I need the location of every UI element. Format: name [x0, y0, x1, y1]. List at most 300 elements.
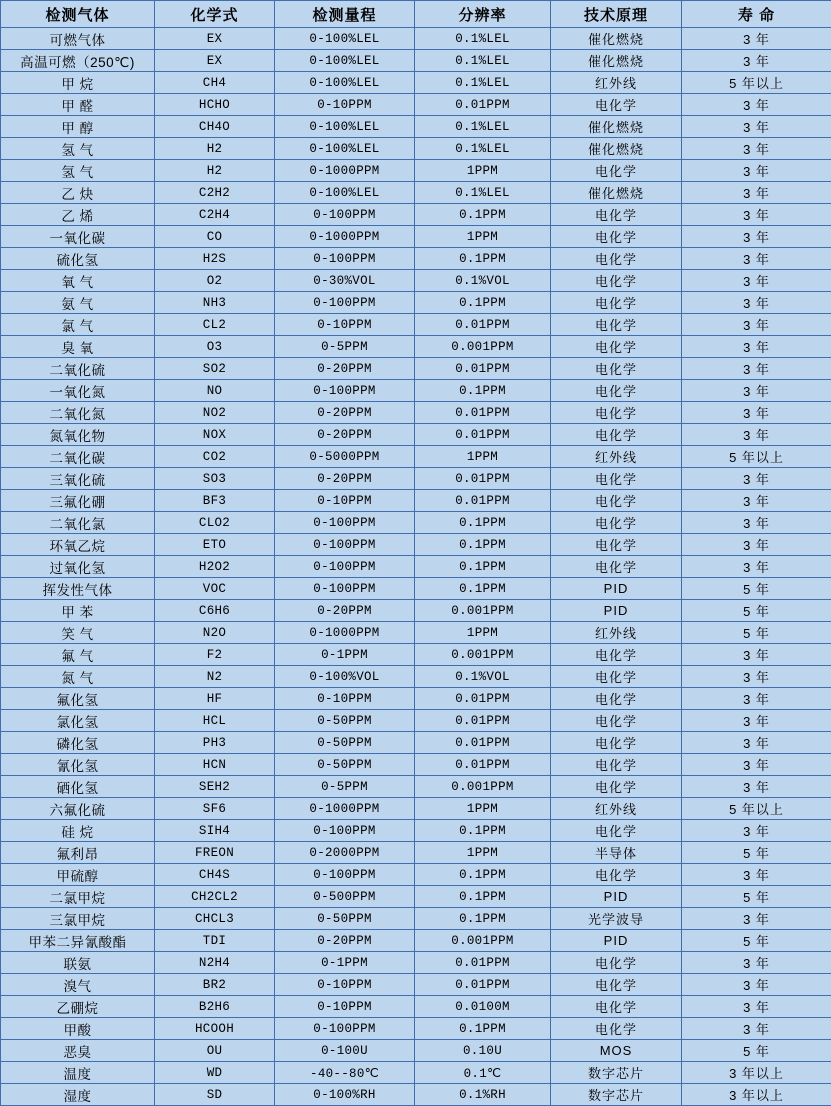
cell-principle: 电化学 [551, 974, 682, 996]
cell-resolution: 0.1%VOL [415, 270, 551, 292]
cell-formula: WD [155, 1062, 275, 1084]
cell-gas: 硒化氢 [1, 776, 155, 798]
cell-formula: VOC [155, 578, 275, 600]
table-row [1, 402, 831, 424]
table-row [1, 424, 831, 446]
cell-principle: 红外线 [551, 622, 682, 644]
cell-gas: 甲苯二异氰酸酯 [1, 930, 155, 952]
cell-formula: F2 [155, 644, 275, 666]
cell-formula: SD [155, 1084, 275, 1106]
cell-resolution: 0.1PPM [415, 204, 551, 226]
cell-lifetime: 3 年 [682, 666, 831, 688]
cell-range: 0-100%RH [275, 1084, 415, 1106]
cell-lifetime: 3 年 [682, 644, 831, 666]
table-row [1, 1084, 831, 1106]
cell-principle: 电化学 [551, 226, 682, 248]
cell-range: 0-100PPM [275, 534, 415, 556]
cell-formula: CH4S [155, 864, 275, 886]
cell-resolution: 0.01PPM [415, 94, 551, 116]
cell-range: 0-5000PPM [275, 446, 415, 468]
cell-lifetime: 3 年 [682, 204, 831, 226]
cell-gas: 氯 气 [1, 314, 155, 336]
cell-formula: C2H4 [155, 204, 275, 226]
cell-principle: 催化燃烧 [551, 116, 682, 138]
cell-resolution: 0.1PPM [415, 292, 551, 314]
cell-formula: PH3 [155, 732, 275, 754]
cell-resolution: 0.1PPM [415, 820, 551, 842]
cell-range: 0-10PPM [275, 996, 415, 1018]
table-row [1, 1062, 831, 1084]
cell-gas: 氰化氢 [1, 754, 155, 776]
cell-formula: N2H4 [155, 952, 275, 974]
cell-lifetime: 3 年 [682, 512, 831, 534]
cell-principle: 电化学 [551, 666, 682, 688]
table-row [1, 556, 831, 578]
cell-principle: 红外线 [551, 446, 682, 468]
table-row [1, 864, 831, 886]
cell-formula: B2H6 [155, 996, 275, 1018]
table-row [1, 930, 831, 952]
cell-range: 0-1PPM [275, 952, 415, 974]
table-row [1, 336, 831, 358]
cell-principle: PID [551, 600, 682, 622]
cell-lifetime: 3 年 [682, 688, 831, 710]
cell-range: 0-100PPM [275, 820, 415, 842]
cell-range: 0-100PPM [275, 864, 415, 886]
cell-formula: TDI [155, 930, 275, 952]
cell-formula: BR2 [155, 974, 275, 996]
cell-lifetime: 3 年 [682, 556, 831, 578]
cell-resolution: 0.01PPM [415, 424, 551, 446]
cell-formula: OU [155, 1040, 275, 1062]
cell-principle: 电化学 [551, 534, 682, 556]
cell-resolution: 1PPM [415, 226, 551, 248]
cell-range: 0-100PPM [275, 380, 415, 402]
cell-principle: PID [551, 578, 682, 600]
cell-lifetime: 3 年 [682, 116, 831, 138]
column-header-lifetime: 寿 命 [682, 1, 831, 28]
cell-formula: EX [155, 28, 275, 50]
cell-lifetime: 3 年 [682, 820, 831, 842]
cell-resolution: 0.10U [415, 1040, 551, 1062]
cell-range: 0-30%VOL [275, 270, 415, 292]
table-row [1, 754, 831, 776]
column-header-range: 检测量程 [275, 1, 415, 28]
cell-range: 0-100PPM [275, 292, 415, 314]
cell-gas: 甲 醛 [1, 94, 155, 116]
cell-range: 0-20PPM [275, 930, 415, 952]
table-header-row [1, 1, 831, 28]
cell-range: 0-100%LEL [275, 182, 415, 204]
cell-principle: 电化学 [551, 292, 682, 314]
cell-range: 0-20PPM [275, 402, 415, 424]
cell-resolution: 0.01PPM [415, 688, 551, 710]
cell-range: 0-20PPM [275, 468, 415, 490]
cell-formula: NO2 [155, 402, 275, 424]
cell-gas: 恶臭 [1, 1040, 155, 1062]
cell-range: 0-5PPM [275, 336, 415, 358]
cell-formula: SO3 [155, 468, 275, 490]
cell-gas: 氨 气 [1, 292, 155, 314]
cell-gas: 环氧乙烷 [1, 534, 155, 556]
table-row [1, 138, 831, 160]
cell-gas: 温度 [1, 1062, 155, 1084]
column-header-principle: 技术原理 [551, 1, 682, 28]
cell-formula: N2O [155, 622, 275, 644]
cell-lifetime: 3 年 [682, 952, 831, 974]
cell-resolution: 0.01PPM [415, 732, 551, 754]
cell-lifetime: 3 年 [682, 732, 831, 754]
table-row [1, 160, 831, 182]
cell-resolution: 0.1%LEL [415, 182, 551, 204]
cell-resolution: 0.1PPM [415, 908, 551, 930]
cell-principle: 电化学 [551, 1018, 682, 1040]
cell-resolution: 0.01PPM [415, 490, 551, 512]
cell-principle: 电化学 [551, 732, 682, 754]
cell-lifetime: 3 年 [682, 974, 831, 996]
cell-resolution: 0.1℃ [415, 1062, 551, 1084]
table-row [1, 446, 831, 468]
cell-gas: 氮 气 [1, 666, 155, 688]
cell-principle: 电化学 [551, 820, 682, 842]
table-row [1, 1018, 831, 1040]
cell-gas: 溴气 [1, 974, 155, 996]
cell-resolution: 0.001PPM [415, 336, 551, 358]
cell-principle: 电化学 [551, 952, 682, 974]
cell-resolution: 1PPM [415, 446, 551, 468]
table-row [1, 688, 831, 710]
cell-lifetime: 3 年 [682, 160, 831, 182]
cell-resolution: 1PPM [415, 622, 551, 644]
cell-resolution: 0.1%LEL [415, 72, 551, 94]
cell-range: 0-1000PPM [275, 622, 415, 644]
cell-resolution: 0.001PPM [415, 644, 551, 666]
cell-resolution: 0.01PPM [415, 402, 551, 424]
cell-lifetime: 3 年 [682, 490, 831, 512]
table-row [1, 952, 831, 974]
table-row [1, 28, 831, 50]
cell-lifetime: 3 年 [682, 270, 831, 292]
cell-lifetime: 3 年 [682, 94, 831, 116]
cell-range: 0-50PPM [275, 732, 415, 754]
cell-range: 0-1000PPM [275, 226, 415, 248]
cell-principle: 催化燃烧 [551, 182, 682, 204]
cell-principle: 电化学 [551, 424, 682, 446]
cell-principle: 光学波导 [551, 908, 682, 930]
table-row [1, 732, 831, 754]
cell-gas: 乙 炔 [1, 182, 155, 204]
cell-formula: H2 [155, 138, 275, 160]
cell-range: 0-5PPM [275, 776, 415, 798]
cell-principle: 电化学 [551, 644, 682, 666]
cell-gas: 氧 气 [1, 270, 155, 292]
cell-principle: 电化学 [551, 358, 682, 380]
cell-formula: CHCL3 [155, 908, 275, 930]
cell-formula: ETO [155, 534, 275, 556]
cell-lifetime: 5 年 [682, 930, 831, 952]
cell-lifetime: 5 年以上 [682, 798, 831, 820]
cell-lifetime: 3 年 [682, 226, 831, 248]
cell-lifetime: 5 年 [682, 622, 831, 644]
cell-gas: 氟利昂 [1, 842, 155, 864]
cell-resolution: 0.1PPM [415, 534, 551, 556]
cell-lifetime: 3 年以上 [682, 1084, 831, 1106]
table-row [1, 226, 831, 248]
cell-resolution: 0.01PPM [415, 468, 551, 490]
cell-resolution: 1PPM [415, 160, 551, 182]
cell-gas: 三氟化硼 [1, 490, 155, 512]
cell-principle: 催化燃烧 [551, 50, 682, 72]
cell-range: 0-1000PPM [275, 798, 415, 820]
cell-gas: 氮氧化物 [1, 424, 155, 446]
cell-resolution: 0.01PPM [415, 358, 551, 380]
cell-lifetime: 3 年 [682, 28, 831, 50]
cell-gas: 一氧化碳 [1, 226, 155, 248]
cell-range: 0-10PPM [275, 490, 415, 512]
cell-range: 0-20PPM [275, 358, 415, 380]
cell-principle: 数字芯片 [551, 1084, 682, 1106]
cell-lifetime: 3 年 [682, 468, 831, 490]
cell-range: 0-100%LEL [275, 28, 415, 50]
cell-formula: NH3 [155, 292, 275, 314]
cell-gas: 二氧化硫 [1, 358, 155, 380]
cell-principle: 红外线 [551, 798, 682, 820]
cell-formula: CO [155, 226, 275, 248]
table-row [1, 644, 831, 666]
cell-resolution: 0.01PPM [415, 754, 551, 776]
cell-gas: 甲酸 [1, 1018, 155, 1040]
cell-formula: CLO2 [155, 512, 275, 534]
cell-formula: C2H2 [155, 182, 275, 204]
cell-range: 0-100%LEL [275, 116, 415, 138]
cell-gas: 甲 苯 [1, 600, 155, 622]
cell-principle: 电化学 [551, 94, 682, 116]
cell-resolution: 0.001PPM [415, 600, 551, 622]
table-row [1, 182, 831, 204]
cell-gas: 湿度 [1, 1084, 155, 1106]
cell-lifetime: 3 年 [682, 402, 831, 424]
cell-lifetime: 3 年 [682, 776, 831, 798]
cell-gas: 高温可燃（250℃) [1, 50, 155, 72]
cell-principle: 电化学 [551, 776, 682, 798]
cell-gas: 氟化氢 [1, 688, 155, 710]
cell-formula: HCL [155, 710, 275, 732]
cell-range: 0-100PPM [275, 1018, 415, 1040]
cell-gas: 臭 氧 [1, 336, 155, 358]
table-row [1, 820, 831, 842]
cell-gas: 二氧化氮 [1, 402, 155, 424]
cell-formula: FREON [155, 842, 275, 864]
cell-gas: 甲 烷 [1, 72, 155, 94]
cell-lifetime: 3 年 [682, 424, 831, 446]
cell-gas: 氢 气 [1, 138, 155, 160]
cell-resolution: 0.1PPM [415, 886, 551, 908]
cell-lifetime: 3 年 [682, 908, 831, 930]
cell-principle: 电化学 [551, 688, 682, 710]
cell-lifetime: 5 年 [682, 578, 831, 600]
table-row [1, 578, 831, 600]
cell-principle: 电化学 [551, 160, 682, 182]
cell-formula: NO [155, 380, 275, 402]
cell-lifetime: 3 年 [682, 292, 831, 314]
cell-lifetime: 5 年以上 [682, 446, 831, 468]
cell-lifetime: 3 年 [682, 996, 831, 1018]
cell-formula: HCOOH [155, 1018, 275, 1040]
cell-range: 0-10PPM [275, 94, 415, 116]
cell-formula: H2S [155, 248, 275, 270]
cell-principle: 红外线 [551, 72, 682, 94]
cell-range: 0-10PPM [275, 688, 415, 710]
cell-principle: 催化燃烧 [551, 138, 682, 160]
table-row [1, 512, 831, 534]
cell-resolution: 0.1PPM [415, 512, 551, 534]
cell-gas: 硅 烷 [1, 820, 155, 842]
cell-lifetime: 5 年 [682, 600, 831, 622]
cell-lifetime: 3 年 [682, 380, 831, 402]
table-row [1, 908, 831, 930]
cell-lifetime: 3 年 [682, 336, 831, 358]
cell-principle: 电化学 [551, 314, 682, 336]
table-row [1, 622, 831, 644]
cell-range: 0-100%LEL [275, 50, 415, 72]
cell-principle: PID [551, 886, 682, 908]
cell-gas: 甲 醇 [1, 116, 155, 138]
table-row [1, 292, 831, 314]
cell-lifetime: 5 年 [682, 842, 831, 864]
cell-formula: CH4O [155, 116, 275, 138]
cell-principle: 电化学 [551, 996, 682, 1018]
cell-formula: N2 [155, 666, 275, 688]
table-row [1, 600, 831, 622]
table-row [1, 842, 831, 864]
cell-gas: 乙硼烷 [1, 996, 155, 1018]
cell-principle: PID [551, 930, 682, 952]
cell-formula: H2 [155, 160, 275, 182]
cell-principle: 电化学 [551, 490, 682, 512]
cell-formula: O2 [155, 270, 275, 292]
cell-resolution: 1PPM [415, 842, 551, 864]
cell-range: 0-100PPM [275, 248, 415, 270]
cell-lifetime: 5 年以上 [682, 72, 831, 94]
cell-formula: SEH2 [155, 776, 275, 798]
cell-range: 0-100PPM [275, 512, 415, 534]
cell-lifetime: 5 年 [682, 1040, 831, 1062]
cell-range: 0-10PPM [275, 314, 415, 336]
table-row [1, 534, 831, 556]
cell-range: 0-50PPM [275, 908, 415, 930]
table-row [1, 1040, 831, 1062]
cell-formula: SIH4 [155, 820, 275, 842]
cell-range: 0-1000PPM [275, 160, 415, 182]
cell-range: 0-100%VOL [275, 666, 415, 688]
cell-gas: 联氨 [1, 952, 155, 974]
table-row [1, 666, 831, 688]
cell-gas: 可燃气体 [1, 28, 155, 50]
cell-resolution: 0.1PPM [415, 380, 551, 402]
cell-resolution: 0.1%LEL [415, 138, 551, 160]
cell-lifetime: 3 年 [682, 50, 831, 72]
cell-principle: 电化学 [551, 336, 682, 358]
cell-resolution: 0.01PPM [415, 952, 551, 974]
cell-lifetime: 3 年 [682, 534, 831, 556]
cell-gas: 乙 烯 [1, 204, 155, 226]
cell-principle: 数字芯片 [551, 1062, 682, 1084]
cell-resolution: 0.1PPM [415, 1018, 551, 1040]
cell-lifetime: 3 年 [682, 754, 831, 776]
cell-formula: CH4 [155, 72, 275, 94]
cell-lifetime: 5 年 [682, 886, 831, 908]
cell-formula: C6H6 [155, 600, 275, 622]
table-row [1, 116, 831, 138]
cell-principle: 电化学 [551, 556, 682, 578]
table-row [1, 94, 831, 116]
cell-lifetime: 3 年 [682, 864, 831, 886]
cell-principle: 电化学 [551, 512, 682, 534]
cell-gas: 磷化氢 [1, 732, 155, 754]
cell-lifetime: 3 年 [682, 138, 831, 160]
cell-range: 0-20PPM [275, 600, 415, 622]
cell-lifetime: 3 年以上 [682, 1062, 831, 1084]
cell-resolution: 0.1PPM [415, 556, 551, 578]
cell-resolution: 0.1PPM [415, 578, 551, 600]
table-row [1, 710, 831, 732]
cell-range: 0-100%LEL [275, 138, 415, 160]
cell-lifetime: 3 年 [682, 248, 831, 270]
cell-range: 0-10PPM [275, 974, 415, 996]
table-row [1, 270, 831, 292]
cell-range: 0-50PPM [275, 754, 415, 776]
cell-principle: 催化燃烧 [551, 28, 682, 50]
cell-resolution: 0.1%LEL [415, 28, 551, 50]
cell-range: 0-100PPM [275, 204, 415, 226]
cell-principle: 电化学 [551, 710, 682, 732]
table-row [1, 468, 831, 490]
cell-resolution: 0.0100M [415, 996, 551, 1018]
cell-principle: 电化学 [551, 270, 682, 292]
cell-gas: 二氧化碳 [1, 446, 155, 468]
table-row [1, 974, 831, 996]
cell-range: 0-100PPM [275, 556, 415, 578]
cell-formula: HCHO [155, 94, 275, 116]
cell-formula: EX [155, 50, 275, 72]
cell-lifetime: 3 年 [682, 182, 831, 204]
table-row [1, 776, 831, 798]
cell-resolution: 0.01PPM [415, 974, 551, 996]
cell-gas: 二氧化氯 [1, 512, 155, 534]
cell-principle: 电化学 [551, 204, 682, 226]
cell-range: 0-1PPM [275, 644, 415, 666]
cell-range: 0-100PPM [275, 578, 415, 600]
cell-gas: 笑 气 [1, 622, 155, 644]
cell-gas: 甲硫醇 [1, 864, 155, 886]
cell-gas: 一氧化氮 [1, 380, 155, 402]
cell-lifetime: 3 年 [682, 1018, 831, 1040]
cell-range: 0-500PPM [275, 886, 415, 908]
cell-gas: 挥发性气体 [1, 578, 155, 600]
cell-principle: 电化学 [551, 864, 682, 886]
table-row [1, 380, 831, 402]
cell-range: -40--80℃ [275, 1062, 415, 1084]
cell-resolution: 0.1PPM [415, 248, 551, 270]
cell-principle: 电化学 [551, 380, 682, 402]
cell-gas: 硫化氢 [1, 248, 155, 270]
cell-formula: HCN [155, 754, 275, 776]
cell-resolution: 0.1PPM [415, 864, 551, 886]
cell-range: 0-20PPM [275, 424, 415, 446]
cell-gas: 氯化氢 [1, 710, 155, 732]
cell-formula: SF6 [155, 798, 275, 820]
table-row [1, 314, 831, 336]
